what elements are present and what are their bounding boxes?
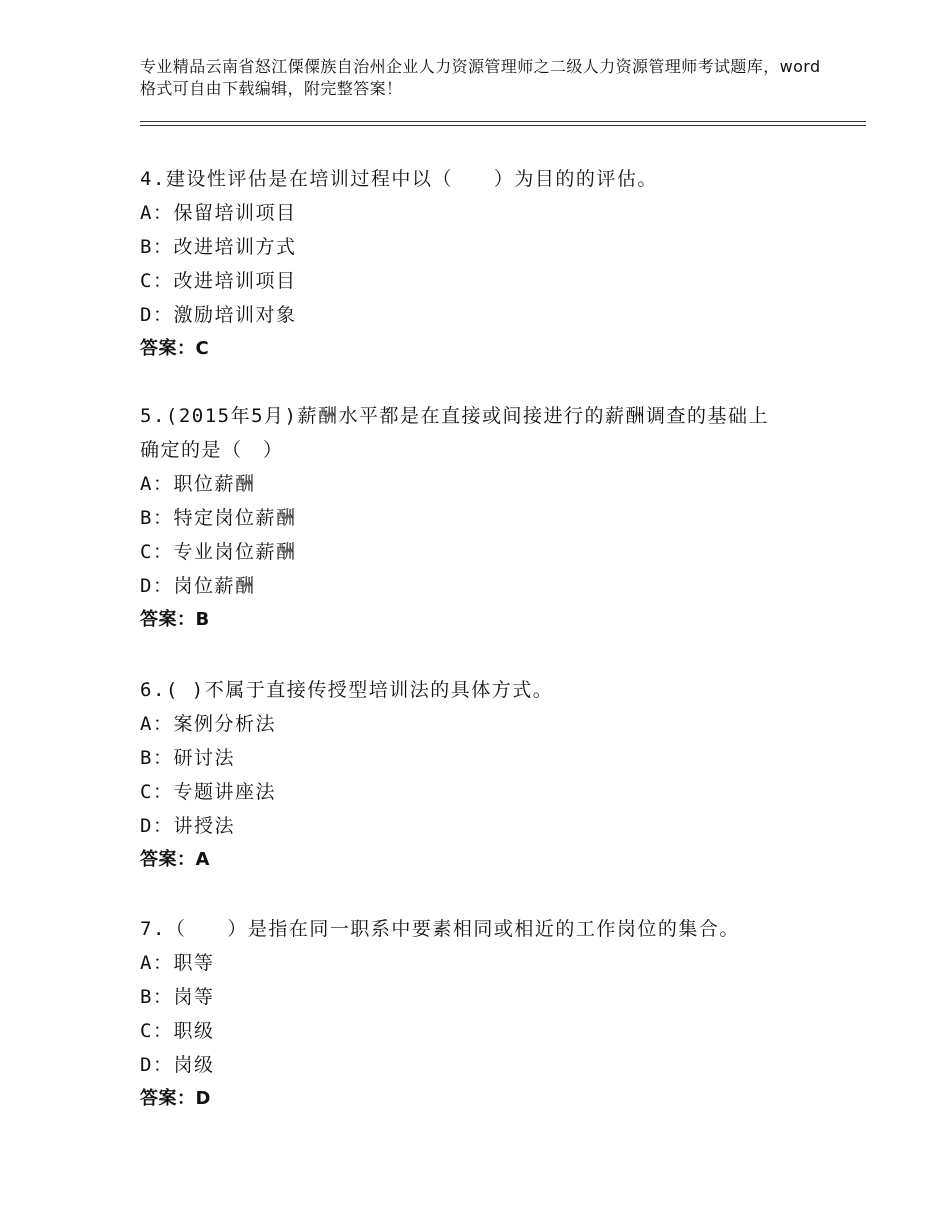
option-a: A：保留培训项目 xyxy=(140,202,297,224)
question-stem xyxy=(140,399,830,467)
header-divider-top xyxy=(140,121,866,122)
option-a: A：职位薪酬 xyxy=(140,473,256,495)
document-header-title: 专业精品云南省怒江傈僳族自治州企业人力资源管理师之二级人力资源管理师考试题库，word格式可自由下载编辑，附完整答案！ xyxy=(140,57,821,98)
option-c: C：专题讲座法 xyxy=(140,781,276,803)
answer-label: 答案：D xyxy=(140,1088,211,1109)
answer-label: 答案：C xyxy=(140,338,210,359)
option-a: A：案例分析法 xyxy=(140,713,276,735)
option-c: C：专业岗位薪酬 xyxy=(140,541,297,563)
question-7 xyxy=(140,912,830,1116)
question-stem-line: 4.建设性评估是在培训过程中以（ ）为目的的评估。 xyxy=(140,168,658,190)
question-stem xyxy=(140,912,830,946)
option-d: D：岗级 xyxy=(140,1054,215,1076)
header-divider-bottom xyxy=(140,125,866,126)
option-b: B：特定岗位薪酬 xyxy=(140,507,297,529)
option-c: C：改进培训项目 xyxy=(140,270,297,292)
option-b: B：岗等 xyxy=(140,986,215,1008)
question-stem-line: 6.( )不属于直接传授型培训法的具体方式。 xyxy=(140,679,554,701)
question-stem-line: 7.（ ）是指在同一职系中要素相同或相近的工作岗位的集合。 xyxy=(140,918,740,940)
question-stem xyxy=(140,162,830,196)
option-d: D：岗位薪酬 xyxy=(140,575,256,597)
answer-label: 答案：A xyxy=(140,849,210,870)
option-b: B：研讨法 xyxy=(140,747,235,769)
option-b: B：改进培训方式 xyxy=(140,236,297,258)
question-stem xyxy=(140,673,830,707)
question-4 xyxy=(140,162,830,366)
answer-label: 答案：B xyxy=(140,609,210,630)
question-stem-line: 5.(2015年5月)薪酬水平都是在直接或间接进行的薪酬调查的基础上 xyxy=(140,405,769,427)
option-d: D：讲授法 xyxy=(140,815,235,837)
question-stem-line: 确定的是（ ） xyxy=(140,439,284,461)
question-5 xyxy=(140,399,830,637)
option-c: C：职级 xyxy=(140,1020,215,1042)
option-d: D：激励培训对象 xyxy=(140,304,297,326)
option-a: A：职等 xyxy=(140,952,215,974)
question-6 xyxy=(140,673,830,877)
